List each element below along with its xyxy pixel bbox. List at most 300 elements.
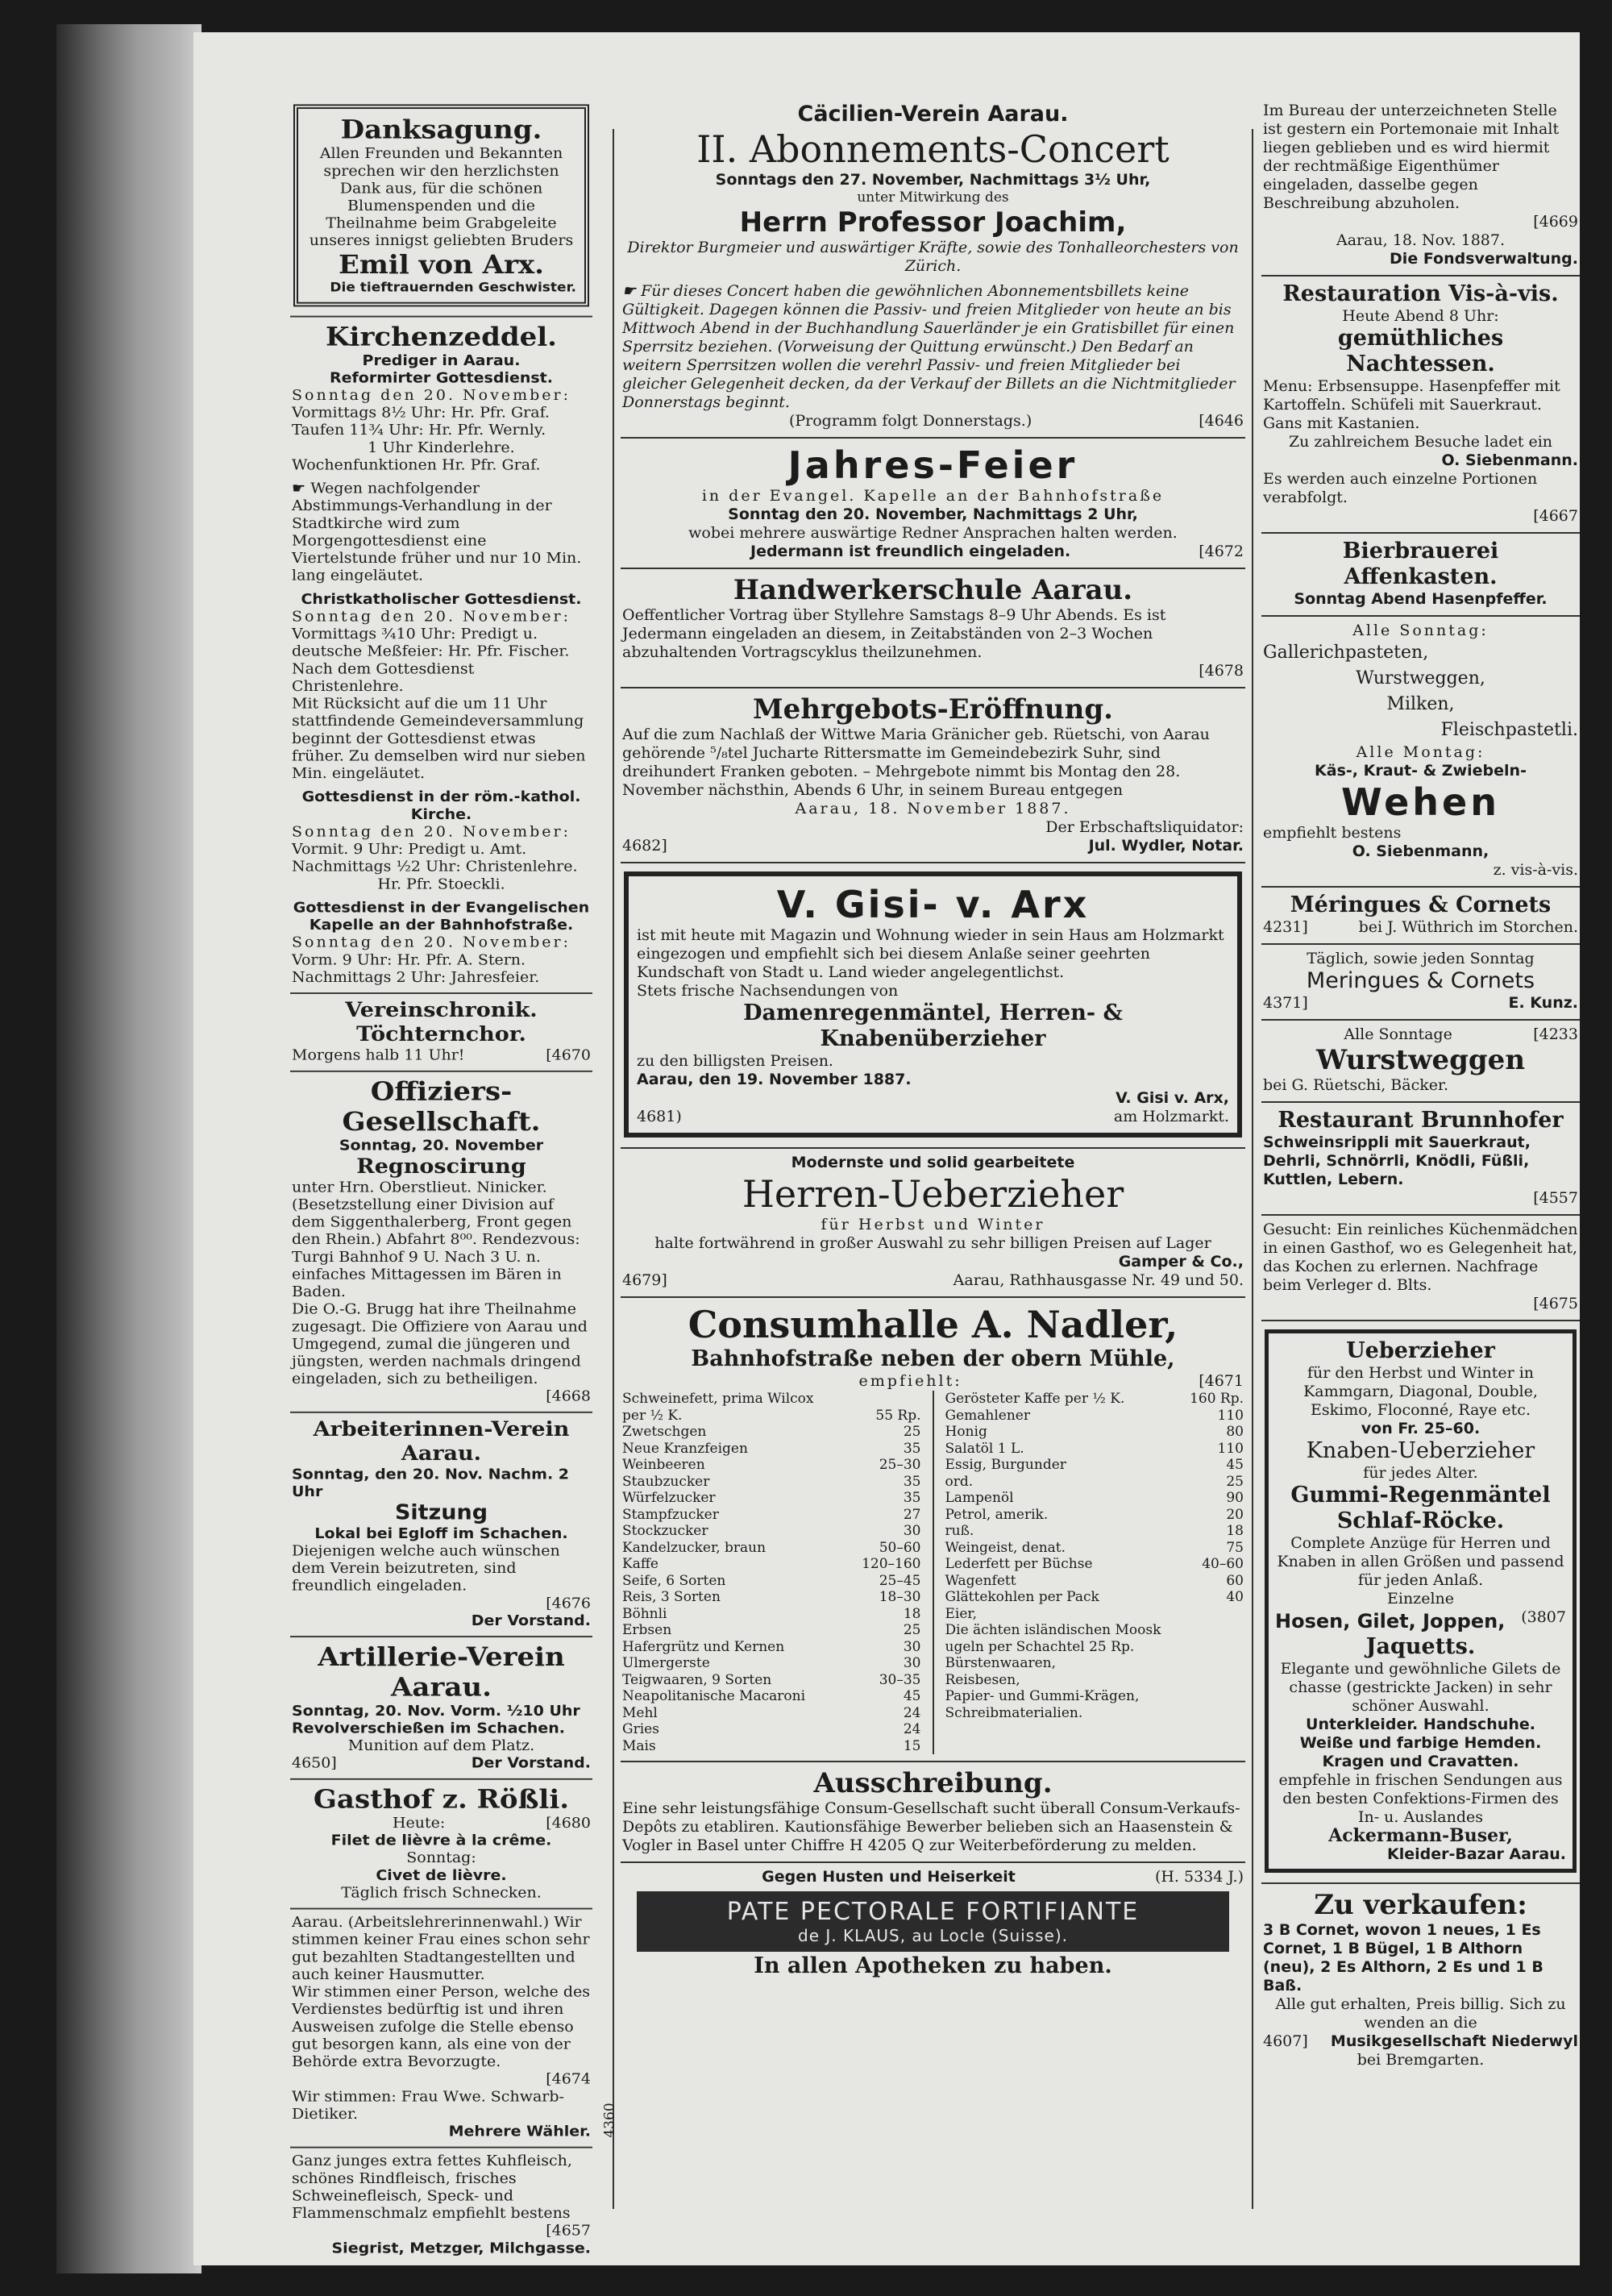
price-value: 35 bbox=[903, 1490, 921, 1506]
danksagung-name: Emil von Arx. bbox=[339, 249, 544, 281]
fund-num: [4669 bbox=[1533, 213, 1578, 231]
brunnhofer-text: Schweinsrippli mit Sauerkraut, Dehrli, Schnörrli, Knödli, Füßli, Kuttlen, Lebern. bbox=[1263, 1133, 1531, 1188]
ackermann-title: Ueberzieher bbox=[1346, 1338, 1495, 1363]
gisi-sig: V. Gisi v. Arx, bbox=[1116, 1089, 1229, 1107]
vereins-title: Vereinschronik. bbox=[345, 998, 538, 1022]
ck-l2: Vormittags ¾10 Uhr: Predigt u. deutsche Meßfeier: Hr. Pfr. Fischer. bbox=[292, 626, 570, 660]
ck-l1: Sonntag den 20. November: bbox=[292, 608, 571, 626]
price-item: Gerösteter Kaffe per ½ K. bbox=[945, 1391, 1125, 1407]
pate-top: Gegen Husten und Heiserkeit bbox=[762, 1868, 1016, 1886]
sonntag-l7: Käs-, Kraut- & Zwiebeln- bbox=[1315, 762, 1527, 780]
price-item: Wagenfett bbox=[945, 1572, 1016, 1589]
price-item: ruß. bbox=[945, 1523, 974, 1539]
ueberzieher-l1: für Herbst und Winter bbox=[821, 1216, 1045, 1233]
price-row bbox=[945, 1672, 1244, 1689]
ackermann-t7: Unterkleider. Handschuhe. bbox=[1306, 1716, 1535, 1733]
wurst-num: [4233 bbox=[1533, 1025, 1578, 1043]
gasthof-dish2: Civet de lièvre. bbox=[376, 1866, 507, 1884]
price-row bbox=[945, 1573, 1244, 1590]
price-value: 60 bbox=[1226, 1572, 1244, 1589]
jahres-l3: wobei mehrere auswärtige Redner Ansprachen halten werden. bbox=[688, 524, 1178, 542]
brunnhofer-title: Restaurant Brunnhofer bbox=[1278, 1108, 1564, 1133]
price-item: Papier- und Gummi-Krägen, bbox=[945, 1688, 1140, 1704]
price-row bbox=[945, 1424, 1244, 1441]
gisi-goods: Damenregenmäntel, Herren- & Knabenüberzieher bbox=[743, 1000, 1123, 1051]
sonntag-l2: Gallerichpasteten, bbox=[1263, 643, 1429, 663]
arbeiterinnen-date: Sonntag, den 20. Nov. Nachm. 2 Uhr bbox=[292, 1466, 570, 1500]
price-item: Bürstenwaaren, bbox=[945, 1655, 1056, 1671]
artillerie-sig: Der Vorstand. bbox=[471, 1754, 591, 1772]
price-item: Kandelzucker, braun bbox=[622, 1539, 767, 1556]
price-row bbox=[945, 1457, 1244, 1474]
consum-price-left bbox=[622, 1391, 921, 1754]
mehrgebot-num: 4682] bbox=[622, 837, 667, 855]
price-item: Reis, 3 Sorten bbox=[622, 1589, 721, 1605]
handwerker-num: [4678 bbox=[1199, 662, 1244, 680]
ad-meringues-1 bbox=[1261, 888, 1580, 945]
price-value: 25 bbox=[1226, 1473, 1244, 1490]
ck-l3: Nach dem Gottesdienst Christenlehre. bbox=[292, 660, 475, 695]
danksagung-text: Allen Freunden und Bekannten sprechen wir den herzlichsten Dank aus, für die schönen Blumenspenden und die Theilnahme beim Grabgeleite unseres innigst geliebten Bruders bbox=[309, 145, 574, 249]
offiziers-title: Offiziers-Gesellschaft. bbox=[342, 1076, 541, 1138]
price-item: Zwetschgen bbox=[622, 1424, 707, 1440]
price-item: Stampfzucker bbox=[622, 1506, 719, 1523]
price-item: Glättekohlen per Pack bbox=[945, 1589, 1099, 1605]
ackermann-l6: Elegante und gewöhnliche Gilets de chasse (gestrickte Jacken) in sehr schöner Auswahl. bbox=[1280, 1660, 1561, 1715]
price-row bbox=[622, 1639, 921, 1656]
verkaufen-num: 4607] bbox=[1263, 2032, 1308, 2050]
column-right bbox=[1261, 97, 1580, 2076]
consum-sub: Bahnhofstraße neben der obern Mühle, bbox=[691, 1346, 1175, 1371]
price-value: 45 bbox=[903, 1688, 921, 1704]
meringues2-num: 4371] bbox=[1263, 994, 1308, 1012]
price-item: Teigwaaren, 9 Sorten bbox=[622, 1671, 772, 1688]
ueberzieher-top: Modernste und solid gearbeitete bbox=[791, 1154, 1075, 1171]
ueberzieher-addr: Aarau, Rathhausgasse Nr. 49 und 50. bbox=[953, 1271, 1244, 1289]
wehen-title: Wehen bbox=[1341, 780, 1500, 824]
ackermann-t5: Hosen, Gilet, Joppen, bbox=[1275, 1610, 1506, 1633]
caecilien-mit: unter Mitwirkung des bbox=[857, 189, 1009, 206]
price-value: 120–160 bbox=[862, 1556, 921, 1572]
ad-offiziers bbox=[290, 1072, 592, 1413]
artillerie-title: Artillerie-Verein Aarau. bbox=[318, 1641, 565, 1703]
sonntag-l1: Alle Sonntag: bbox=[1352, 622, 1489, 639]
ackermann-num: (3807 bbox=[1521, 1608, 1566, 1626]
price-item: Essig, Burgunder bbox=[945, 1457, 1066, 1473]
gasthof-dish3: Täglich frisch Schnecken. bbox=[341, 1884, 542, 1902]
price-value bbox=[1195, 1606, 1244, 1623]
meringues1-num: 4231] bbox=[1263, 918, 1308, 936]
price-value: 110 bbox=[1217, 1440, 1244, 1457]
ausschreibung-title: Ausschreibung. bbox=[813, 1767, 1053, 1799]
ackermann-l5: Einzelne bbox=[1387, 1590, 1454, 1608]
meringues2-top: Täglich, sowie jeden Sonntag bbox=[1307, 950, 1535, 967]
ad-visavis bbox=[1261, 277, 1580, 534]
verkaufen-text: 3 B Cornet, wovon 1 neues, 1 Es Cornet, 1 B Bügel, 1 B Althorn (neu), 2 Es Althorn, 2 Es und 1 B Baß. bbox=[1263, 1921, 1543, 1994]
wurst-line: bei G. Rüetschi, Bäcker. bbox=[1263, 1076, 1449, 1094]
column-rule-right bbox=[1252, 129, 1253, 2209]
ackermann-t2: Knaben-Ueberzieher bbox=[1306, 1438, 1535, 1463]
fund-text: Im Bureau der unterzeichneten Stelle ist gestern ein Portemonaie mit Inhalt liegen geblieben und es wird hiermit der rechtmäßige Eigenthümer eingeladen, dasselbe gegen Beschreibung abzuholen. bbox=[1263, 102, 1560, 212]
rk-l2: Vormit. 9 Uhr: Predigt u. Amt. bbox=[292, 841, 527, 858]
danksagung-title: Danksagung. bbox=[340, 114, 542, 146]
jahres-l1: in der Evangel. Kapelle an der Bahnhofstraße bbox=[701, 487, 1165, 505]
gasthof-sonntag: Sonntag: bbox=[406, 1849, 476, 1866]
caecilien-prof: Herrn Professor Joachim, bbox=[739, 206, 1127, 239]
offiziers-event: Regnoscirung bbox=[356, 1154, 526, 1179]
ad-handwerkerschule bbox=[621, 569, 1245, 688]
gisi-price: zu den billigsten Preisen. bbox=[637, 1052, 833, 1070]
price-row bbox=[945, 1556, 1244, 1573]
ackermann-l4: Complete Anzüge für Herren und Knaben in allen Größen und passend für jeden Anlaß. bbox=[1277, 1534, 1564, 1589]
price-item: Gemahlener bbox=[945, 1407, 1030, 1424]
offiziers-date: Sonntag, 20. November bbox=[339, 1137, 544, 1154]
vereins-num: [4670 bbox=[546, 1046, 591, 1064]
price-value: 15 bbox=[903, 1737, 921, 1754]
price-value bbox=[1195, 1705, 1244, 1722]
price-item: Petrol, amerik. bbox=[945, 1506, 1049, 1523]
offiziers-text2: Die O.-G. Brugg hat ihre Theilnahme zugesagt. Die Offiziere von Aarau und Umgegend, zumal die jüngeren und jüngsten, werden nachmals dringend eingeladen, sich zu betheiligen. bbox=[292, 1300, 588, 1387]
price-row bbox=[945, 1655, 1244, 1672]
ev-title: Gottesdienst in der Evangelischen Kapelle an der Bahnhofstraße. bbox=[293, 899, 590, 934]
column-middle bbox=[621, 97, 1245, 1986]
price-value: 30 bbox=[903, 1638, 921, 1655]
price-item: ord. bbox=[945, 1473, 974, 1490]
visavis-text: Es werden auch einzelne Portionen verabfolgt. bbox=[1263, 470, 1538, 506]
meringues1-title: Méringues & Cornets bbox=[1290, 892, 1552, 917]
ad-zu-verkaufen bbox=[1261, 1884, 1580, 2076]
price-value: 20 bbox=[1226, 1506, 1244, 1523]
rk-l4: Hr. Pfr. Stoeckli. bbox=[377, 876, 505, 892]
consum-price-table bbox=[622, 1391, 1244, 1754]
kirchen-sub2: Reformirter Gottesdienst. bbox=[330, 369, 553, 387]
ueberzieher-l2: halte fortwährend in großer Auswahl zu sehr billigen Preisen auf Lager bbox=[654, 1234, 1211, 1252]
visavis-num: [4667 bbox=[1533, 507, 1578, 525]
price-value bbox=[1195, 1655, 1244, 1672]
column-rule-left bbox=[613, 129, 614, 2209]
meringues1-line: bei J. Wüthrich im Storchen. bbox=[1358, 918, 1578, 936]
offiziers-num: [4668 bbox=[546, 1387, 591, 1405]
fleisch-text: Ganz junges extra fettes Kuhfleisch, schönes Rindfleisch, frisches Schweinefleisch, Speck- und Flammenschmalz empfiehlt bestens bbox=[292, 2152, 572, 2222]
ad-ackermann bbox=[1261, 1321, 1580, 1884]
mehrgebot-title: Mehrgebots-Eröffnung. bbox=[753, 693, 1113, 726]
ueberzieher-title: Herren-Ueberzieher bbox=[742, 1172, 1124, 1216]
gasthof-heute: Heute: bbox=[392, 1814, 446, 1832]
ackermann-l3: für jedes Alter. bbox=[1363, 1464, 1478, 1482]
price-row bbox=[945, 1705, 1244, 1722]
caecilien-dir: Direktor Burgmeier und auswärtiger Kräfte, sowie des Tonhalleorchesters von Zürich. bbox=[627, 239, 1239, 275]
price-row bbox=[945, 1391, 1244, 1408]
price-value: 80 bbox=[1226, 1424, 1244, 1440]
visavis-sig: O. Siebenmann. bbox=[1441, 451, 1578, 469]
jahres-title: Jahres-Feier bbox=[787, 443, 1078, 487]
price-row bbox=[622, 1606, 921, 1623]
pate-title: PATE PECTORALE FORTIFIANTE bbox=[726, 1898, 1140, 1926]
arbeiterinnen-event: Sitzung bbox=[394, 1500, 488, 1524]
sonntag-l4: Milken, bbox=[1386, 694, 1455, 714]
gisi-text: ist mit heute mit Magazin und Wohnung wieder in sein Haus am Holzmarkt eingezogen und empfiehlt sich bei diesem Anlaße seiner geehrten Kundschaft von Stadt u. Land wieder angelegentlichst. bbox=[637, 926, 1224, 981]
verkaufen-text2: Alle gut erhalten, Preis billig. Sich zu wenden an die bbox=[1275, 1995, 1566, 2032]
price-row bbox=[622, 1424, 921, 1441]
wahl-text3: Wir stimmen: Frau Wwe. Schwarb-Dietiker. bbox=[292, 2088, 564, 2123]
price-value: 30 bbox=[903, 1655, 921, 1671]
kirchen-l1: Sonntag den 20. November: bbox=[292, 387, 571, 404]
affen-sub: Sonntag Abend Hasenpfeffer. bbox=[1294, 590, 1548, 608]
ackermann-sig: Ackermann-Buser, bbox=[1328, 1825, 1513, 1846]
price-item: Böhnli bbox=[622, 1605, 667, 1622]
ad-fleisch bbox=[290, 2148, 592, 2264]
price-item: Reisbesen, bbox=[945, 1671, 1020, 1688]
price-item: Ulmergerste bbox=[622, 1655, 710, 1671]
meringues2-sig: E. Kunz. bbox=[1508, 994, 1578, 1012]
rk-title: Gottesdienst in der röm.-kathol. Kirche. bbox=[301, 788, 581, 823]
ad-consumhalle bbox=[621, 1298, 1245, 1762]
jahres-num: [4672 bbox=[1199, 543, 1244, 560]
visavis-menu: Menu: Erbsensuppe. Hasenpfeffer mit Kartoffeln. Schüfeli mit Sauerkraut. Gans mit Kastanien. bbox=[1263, 377, 1560, 432]
price-value: 30 bbox=[903, 1523, 921, 1539]
sonntag-l6: Alle Montag: bbox=[1356, 743, 1485, 761]
price-value: 24 bbox=[903, 1721, 921, 1737]
meringues2-title: Meringues & Cornets bbox=[1306, 968, 1535, 993]
price-item: Die ächten isländischen Moosk ugeln per Schachtel 25 Rp. bbox=[945, 1622, 1161, 1655]
price-item: Mehl bbox=[622, 1704, 658, 1721]
jahres-l4: Jedermann ist freundlich eingeladen. bbox=[750, 543, 1071, 560]
price-item: Kaffe bbox=[622, 1556, 659, 1572]
pate-banner bbox=[637, 1891, 1229, 1952]
ackermann-t6: Jaquetts. bbox=[1365, 1634, 1476, 1659]
kirchen-l2: Vormittags 8½ Uhr: Hr. Pfr. Graf. bbox=[292, 404, 550, 422]
price-value: 35 bbox=[903, 1473, 921, 1490]
price-value: 25–45 bbox=[879, 1572, 921, 1589]
price-item: Mais bbox=[622, 1737, 656, 1754]
ackermann-l7: empfehle in frischen Sendungen aus den besten Confektions-Firmen des In- u. Auslandes bbox=[1278, 1771, 1563, 1826]
price-item: Hafergrütz und Kernen bbox=[622, 1638, 785, 1655]
price-item: Neapolitanische Macaroni bbox=[622, 1688, 806, 1704]
sonntag-sig: O. Siebenmann, bbox=[1352, 842, 1489, 860]
wahl-text: Aarau. (Arbeitslehrerinnenwahl.) Wir stimmen keiner Frau eines schon sehr gut bezahlten Stadtangestellten und auch keiner Hausmutter. bbox=[292, 1914, 590, 1983]
price-row bbox=[945, 1507, 1244, 1524]
ad-jahresfeier bbox=[621, 439, 1245, 569]
caecilien-date: Sonntags den 27. November, Nachmittags 3½ Uhr, bbox=[715, 171, 1151, 189]
sonntag-l5: Fleischpastetli. bbox=[1440, 720, 1578, 740]
ad-brunnhofer bbox=[1261, 1103, 1580, 1216]
ad-gasthof bbox=[290, 1780, 592, 1910]
ad-gisi bbox=[621, 863, 1245, 1149]
price-value: 55 Rp. bbox=[875, 1407, 921, 1424]
artillerie-text: Sonntag, 20. Nov. Vorm. ½10 Uhr Revolverschießen im Schachen. bbox=[292, 1702, 580, 1737]
price-row bbox=[622, 1622, 921, 1639]
pate-maker: de J. KLAUS, au Locle (Suisse). bbox=[798, 1926, 1068, 1945]
kirchen-title: Kirchenzeddel. bbox=[325, 322, 558, 352]
gisi-text2: Stets frische Nachsendungen von bbox=[637, 982, 899, 1000]
price-item: Eier, bbox=[945, 1605, 978, 1622]
arbeiterinnen-title: Arbeiterinnen-Verein Aarau. bbox=[313, 1417, 570, 1466]
kirchen-note: ☛ Wegen nachfolgender Abstimmungs-Verhandlung in der Stadtkirche wird zum Morgengottesdienst eine Viertelstunde früher und nur 10 Min. lang eingeläutet. bbox=[292, 480, 582, 584]
sonntag-loc: z. vis-à-vis. bbox=[1493, 861, 1578, 879]
kirchen-l3: Taufen 11¾ Uhr: Hr. Pfr. Wernly. bbox=[292, 422, 546, 439]
pate-code: (H. 5334 J.) bbox=[1154, 1868, 1244, 1886]
price-item: Staubzucker bbox=[622, 1473, 710, 1490]
wurst-title: Wurstweggen bbox=[1315, 1044, 1526, 1076]
caecilien-text: ☛ Für dieses Concert haben die gewöhnlichen Abonnementsbillets keine Gültigkeit. Dagegen können die Passiv- und freien Mitglieder von heute an bis Mittwoch Abend in der Buchhandlung Sauerländer je ein Gratisbillet für einen Sperrsitz beziehen. (Vorweisung der Quittung erwünscht.) Den Bedarf an weitern Sperrsitzen wollen die verehrl Passiv- und freien Mitglieder bei gleicher Gelegenheit decken, da der Verkauf der Billets an die Nichtmitglieder Donnerstags beginnt. bbox=[622, 282, 1236, 411]
fund-date: Aarau, 18. Nov. 1887. bbox=[1336, 231, 1506, 249]
consum-price-right bbox=[945, 1391, 1244, 1754]
ad-ausschreibung bbox=[621, 1762, 1245, 1863]
price-row bbox=[945, 1606, 1244, 1623]
gesucht-text: Gesucht: Ein reinliches Küchenmädchen in einen Gasthof, wo es Gelegenheit hat, das Kochen zu erlernen. Nachfrage beim Verleger d. Blts. bbox=[1263, 1221, 1578, 1294]
gisi-title: V. Gisi- v. Arx bbox=[776, 883, 1090, 926]
price-value: 18–30 bbox=[879, 1589, 921, 1605]
price-value bbox=[873, 1391, 921, 1408]
price-item: Salatöl 1 L. bbox=[945, 1440, 1024, 1457]
wurst-top: Alle Sonntage bbox=[1344, 1025, 1452, 1043]
ad-caecilien bbox=[621, 97, 1245, 439]
consum-divider bbox=[933, 1391, 934, 1754]
ad-affenkasten bbox=[1261, 534, 1580, 617]
ackermann-t8: Weiße und farbige Hemden. bbox=[1299, 1734, 1542, 1752]
price-row bbox=[945, 1523, 1244, 1540]
gasthof-dish1: Filet de lièvre à la crême. bbox=[330, 1832, 552, 1849]
gasthof-title: Gasthof z. Rößli. bbox=[313, 1784, 570, 1815]
ad-herren-ueberzieher bbox=[621, 1149, 1245, 1298]
ad-artillerie bbox=[290, 1637, 592, 1780]
price-row bbox=[622, 1391, 921, 1408]
ad-fund bbox=[1261, 97, 1580, 277]
price-row bbox=[622, 1705, 921, 1722]
arbeiterinnen-place: Lokal bei Egloff im Schachen. bbox=[314, 1524, 568, 1542]
price-value: 110 bbox=[1217, 1407, 1244, 1424]
price-row bbox=[945, 1622, 1244, 1655]
consum-num: [4671 bbox=[1199, 1372, 1244, 1390]
visavis-inv: Zu zahlreichem Besuche ladet ein bbox=[1288, 433, 1553, 451]
gesucht-num: [4675 bbox=[1533, 1295, 1578, 1312]
fleisch-sig: Siegrist, Metzger, Milchgasse. bbox=[331, 2240, 591, 2256]
price-value: 18 bbox=[903, 1605, 921, 1622]
jahres-l2: Sonntag den 20. November, Nachmittags 2 Uhr, bbox=[728, 505, 1138, 523]
price-item: Neue Kranzfeigen bbox=[622, 1440, 748, 1457]
price-value: 25–30 bbox=[879, 1457, 921, 1473]
wahl-text2: Wir stimmen einer Person, welche des Verdienstes bedürftig ist und ihren Ausweisen zufolge die Stelle ebenso gut besorgen kann, als eine von der Behörde extra Bevorzugte. bbox=[292, 1983, 590, 2070]
price-value: 24 bbox=[903, 1704, 921, 1721]
price-value bbox=[1195, 1688, 1244, 1705]
price-row bbox=[622, 1507, 921, 1524]
arbeiterinnen-num: [4676 bbox=[546, 1595, 591, 1612]
ad-danksagung bbox=[290, 97, 592, 318]
mehrgebot-text: Auf die zum Nachlaß der Wittwe Maria Gränicher geb. Rüetschi, von Aarau gehörende ⁵/₈tel Jucharte Rittersmatte im Gemeindebezirk Suhr, sind dreihundert Franken geboten. – Mehrgebote nimmt bis Montag den 28. November nächsthin, Abends 6 Uhr, in seinem Bureau entgegen bbox=[622, 726, 1210, 799]
rk-l1: Sonntag den 20. November: bbox=[292, 823, 571, 841]
price-row bbox=[622, 1474, 921, 1491]
ackermann-t3: Gummi-Regenmäntel bbox=[1290, 1483, 1551, 1508]
price-value: 75 bbox=[1226, 1539, 1244, 1556]
rk-l3: Nachmittags ½2 Uhr: Christenlehre. bbox=[292, 858, 578, 876]
book-edge bbox=[56, 24, 202, 2273]
ad-kirchenzeddel bbox=[290, 318, 592, 994]
price-item: Gries bbox=[622, 1721, 659, 1737]
price-item: Weinbeeren bbox=[622, 1457, 705, 1473]
fleisch-num: [4657 bbox=[546, 2222, 591, 2240]
ad-wahl bbox=[290, 1909, 592, 2148]
price-row bbox=[622, 1408, 921, 1425]
handwerker-title: Handwerkerschule Aarau. bbox=[733, 574, 1133, 606]
ueberzieher-num: 4679] bbox=[622, 1271, 667, 1289]
gisi-num: 4681) bbox=[637, 1108, 682, 1125]
visavis-title: Restauration Vis-à-vis. bbox=[1282, 281, 1559, 306]
price-value: 50–60 bbox=[879, 1539, 921, 1556]
kirchen-l5: Wochenfunktionen Hr. Pfr. Graf. bbox=[292, 456, 541, 474]
price-row bbox=[622, 1441, 921, 1458]
sonntag-l3: Wurstweggen, bbox=[1356, 668, 1485, 688]
ev-l3: Nachmittags 2 Uhr: Jahresfeier. bbox=[292, 968, 540, 986]
mehrgebot-sig: Jul. Wydler, Notar. bbox=[1088, 837, 1244, 855]
vereins-line: Morgens halb 11 Uhr! bbox=[292, 1046, 465, 1064]
ackermann-loc: Kleider-Bazar Aarau. bbox=[1386, 1845, 1566, 1863]
caecilien-title: Cäcilien-Verein Aarau. bbox=[797, 102, 1069, 127]
wahl-num: [4674 bbox=[546, 2070, 591, 2088]
price-value bbox=[1195, 1622, 1244, 1655]
price-row bbox=[622, 1738, 921, 1755]
price-row bbox=[622, 1573, 921, 1590]
offiziers-text: unter Hrn. Oberstlieut. Ninicker. (Besetzstellung einer Division auf dem Siggenthalerberg, Front gegen den Rhein.) Abfahrt 8⁰⁰. Rendezvous: Turgi Bahnhof 9 U. Nach 3 U. n. einfaches Mittagessen im Bären in Baden. bbox=[292, 1179, 580, 1300]
ad-pate-pectorale bbox=[621, 1863, 1245, 1986]
danksagung-signature: Die tieftrauernden Geschwister. bbox=[330, 280, 576, 296]
mehrgebot-place: Aarau, 18. November 1887. bbox=[795, 800, 1071, 817]
pate-bottom: In allen Apotheken zu haben. bbox=[754, 1953, 1112, 1978]
price-row bbox=[945, 1589, 1244, 1606]
price-item: Schweinefett, prima Wilcox bbox=[622, 1391, 814, 1407]
ackermann-l2: von Fr. 25–60. bbox=[1361, 1420, 1481, 1437]
ev-l2: Vorm. 9 Uhr: Hr. Pfr. A. Stern. bbox=[292, 951, 526, 968]
price-row bbox=[622, 1721, 921, 1738]
gisi-date: Aarau, den 19. November 1887. bbox=[637, 1071, 912, 1088]
ev-l1: Sonntag den 20. November: bbox=[292, 934, 571, 951]
price-row bbox=[622, 1540, 921, 1557]
ad-meringues-2 bbox=[1261, 945, 1580, 1021]
price-row bbox=[622, 1490, 921, 1507]
caecilien-prog: (Programm folgt Donnerstags.) bbox=[788, 412, 1032, 430]
verkaufen-loc: bei Bremgarten. bbox=[1356, 2051, 1485, 2069]
arbeiterinnen-text: Diejenigen welche auch wünschen dem Verein beizutreten, sind freundlich eingeladen. bbox=[292, 1542, 560, 1595]
price-row bbox=[622, 1688, 921, 1705]
ck-title: Christkatholischer Gottesdienst. bbox=[301, 590, 582, 608]
price-item: Weingeist, denat. bbox=[945, 1539, 1066, 1556]
ad-mehrgebot bbox=[621, 688, 1245, 863]
price-value: 40–60 bbox=[1202, 1556, 1244, 1572]
price-row bbox=[622, 1672, 921, 1689]
ck-l4: Mit Rücksicht auf die um 11 Uhr stattfindende Gemeindeversammlung beginnt der Gottesdienst etwas früher. Zu demselben wird nur sieben Min. eingeläutet. bbox=[292, 695, 586, 782]
column-left bbox=[290, 97, 592, 2263]
artillerie-num: 4650] bbox=[292, 1754, 337, 1772]
price-value: 40 bbox=[1226, 1589, 1244, 1605]
price-item: per ½ K. bbox=[622, 1407, 683, 1424]
caecilien-concert: II. Abonnements-Concert bbox=[696, 127, 1170, 171]
price-value: 25 bbox=[903, 1424, 921, 1440]
price-row bbox=[622, 1457, 921, 1474]
ackermann-t4: Schlaf-Röcke. bbox=[1336, 1508, 1505, 1533]
price-value: 18 bbox=[1226, 1523, 1244, 1539]
price-item: Erbsen bbox=[622, 1622, 672, 1638]
price-row bbox=[622, 1655, 921, 1672]
price-value: 30–35 bbox=[879, 1671, 921, 1688]
ausschreibung-text: Eine sehr leistungsfähige Consum-Gesellschaft sucht überall Consum-Verkaufs-Depôts zu etabliren. Kautionsfähige Bewerber belieben sich an Haasenstein & Vogler in Basel unter Chiffre H 4205 Q zur Weiterbeförderung zu melden. bbox=[622, 1799, 1240, 1854]
ueberzieher-firm: Gamper & Co., bbox=[1118, 1253, 1244, 1271]
price-item: Honig bbox=[945, 1424, 987, 1440]
arbeiterinnen-sig: Der Vorstand. bbox=[471, 1612, 591, 1629]
verkaufen-sig: Musikgesellschaft Niederwyl bbox=[1330, 2032, 1578, 2050]
price-value: 90 bbox=[1226, 1490, 1244, 1506]
price-item: Schreibmaterialien. bbox=[945, 1704, 1083, 1721]
handwerker-text: Oeffentlicher Vortrag über Styllehre Samstags 8–9 Uhr Abends. Es ist Jedermann eingeladen an diesem, in Zeitabständen von 2–3 Wochen abzuhaltenden Vortragscyklus theilzunehmen. bbox=[622, 606, 1166, 661]
kirchen-l4: 1 Uhr Kinderlehre. bbox=[368, 439, 515, 456]
